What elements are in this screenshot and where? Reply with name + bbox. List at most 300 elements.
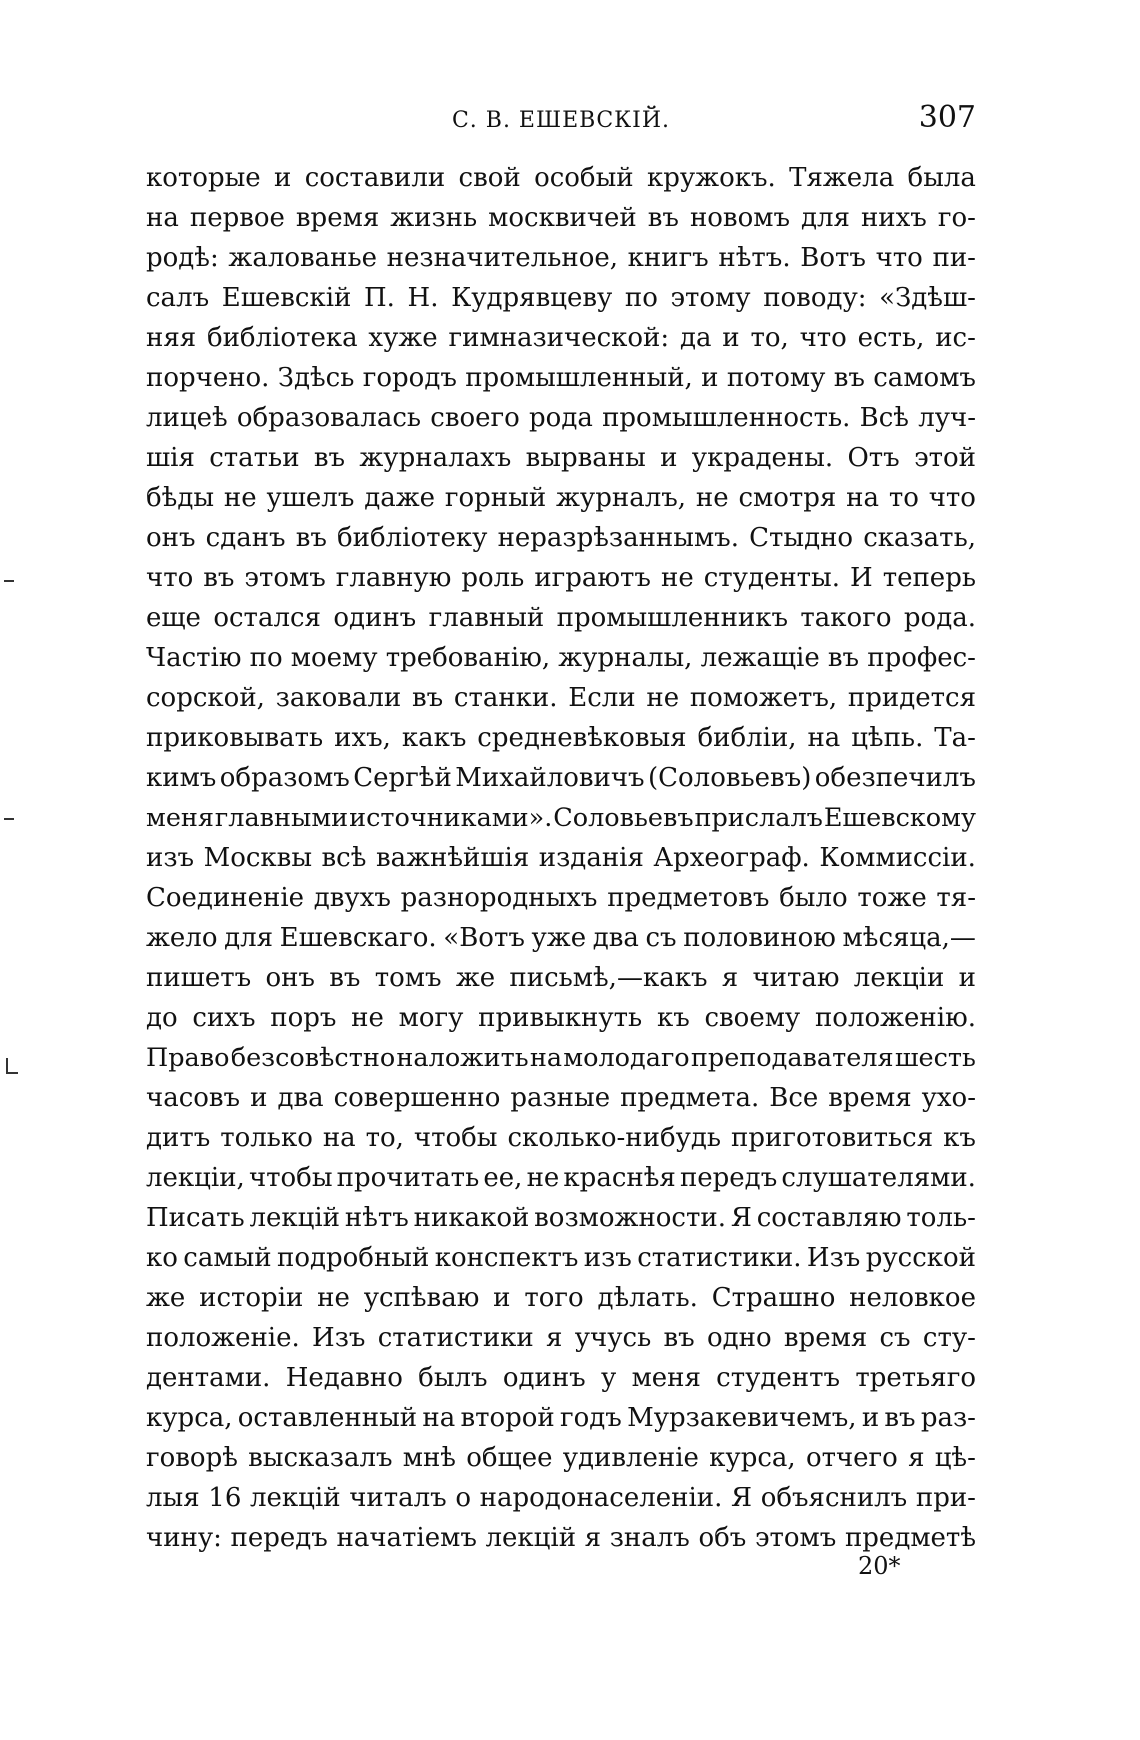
word: безсовѣстно <box>230 1043 396 1073</box>
text-line <box>146 398 976 438</box>
word: составили <box>304 163 446 193</box>
word: меня <box>146 803 215 833</box>
word: статьи <box>209 443 300 473</box>
word: заковали <box>275 683 402 713</box>
word: съ <box>879 1323 911 1353</box>
word: я <box>721 963 739 993</box>
word: рода. <box>903 603 976 633</box>
word: сказать, <box>863 523 976 553</box>
word: подробный <box>277 1243 430 1273</box>
word: Ешевскаго. <box>279 923 437 953</box>
word: молодаго <box>563 1043 690 1073</box>
word: предметѣ <box>844 1523 976 1553</box>
word: самый <box>183 1243 272 1273</box>
word: Если <box>568 683 636 713</box>
text-line <box>146 478 976 518</box>
word: особый <box>534 163 634 193</box>
word: москвичей <box>488 203 637 233</box>
word: мнѣ <box>402 1443 456 1473</box>
word: Ешевскій <box>221 283 352 313</box>
word: лежащіе <box>700 643 820 673</box>
word: ис- <box>935 323 976 353</box>
word: два <box>277 1083 324 1113</box>
word: читалъ <box>349 1483 447 1513</box>
word: неразрѣзаннымъ. <box>497 523 739 553</box>
word: преподавателя <box>690 1043 894 1073</box>
word: о <box>455 1483 471 1513</box>
word: поводу: <box>763 283 867 313</box>
text-line <box>146 838 976 878</box>
word: сданъ <box>205 523 286 553</box>
word: же <box>455 963 496 993</box>
word: на <box>146 203 179 233</box>
word: незначительное, <box>386 243 618 273</box>
word: играютъ <box>534 563 651 593</box>
word: разные <box>510 1083 611 1113</box>
word: что <box>799 323 847 353</box>
word: и <box>722 323 740 353</box>
word: не <box>695 483 729 513</box>
word: лыя <box>146 1483 200 1513</box>
word: «Здѣш- <box>879 283 976 313</box>
word: въ <box>411 683 444 713</box>
text-line <box>146 1438 976 1478</box>
word: этому <box>670 283 751 313</box>
text-line <box>146 758 976 798</box>
text-line <box>146 1038 976 1078</box>
word: этомъ <box>244 563 326 593</box>
word: книгъ <box>627 243 709 273</box>
text-line <box>146 1398 976 1438</box>
text-line <box>146 1478 976 1518</box>
word: нѣтъ. <box>718 243 791 273</box>
word: въ <box>884 1403 916 1433</box>
word: учусь <box>574 1323 652 1353</box>
running-head <box>146 100 976 140</box>
word: библіотеку <box>337 523 488 553</box>
word: прислалъ <box>694 803 823 833</box>
word: раз- <box>920 1403 976 1433</box>
word: образовалась <box>236 403 422 433</box>
word: луч- <box>918 403 976 433</box>
page-number: 307 <box>918 100 976 135</box>
word: обезпечилъ <box>814 763 976 793</box>
word: промышленность. <box>602 403 851 433</box>
word: 16 <box>208 1483 242 1513</box>
word: шесть <box>894 1043 976 1073</box>
running-title: С. В. ЕШЕВСКІЙ. <box>451 108 671 133</box>
word: Соловьевъ <box>553 803 694 833</box>
word: нихъ <box>860 203 927 233</box>
word: то, <box>365 1123 404 1153</box>
word: я <box>908 1443 925 1473</box>
word: нѣтъ <box>344 1203 409 1233</box>
word: сколько-нибудь <box>507 1123 722 1153</box>
text-line <box>146 198 976 238</box>
word: лекціи <box>853 963 945 993</box>
text-line <box>146 1358 976 1398</box>
word: статистики. <box>637 1243 802 1273</box>
word: время <box>828 1083 912 1113</box>
word: жалованье <box>228 243 378 273</box>
word: кимъ <box>146 763 217 793</box>
word: и <box>274 163 292 193</box>
word: роль <box>461 563 525 593</box>
word: пишетъ <box>146 963 252 993</box>
word: въ <box>663 1323 695 1353</box>
word: не <box>526 1163 560 1193</box>
word: не <box>223 483 257 513</box>
word: у <box>600 1363 617 1393</box>
word: передъ <box>679 1163 778 1193</box>
text-line <box>146 798 976 838</box>
text-line <box>146 1198 976 1238</box>
word: и <box>660 443 678 473</box>
word: удивленіе <box>562 1443 699 1473</box>
word: новомъ <box>689 203 790 233</box>
word: Мурзакевичемъ, <box>627 1403 857 1433</box>
word: Михайловичъ <box>455 763 645 793</box>
text-line <box>146 518 976 558</box>
text-line <box>146 598 976 638</box>
text-line <box>146 278 976 318</box>
text-line <box>146 958 976 998</box>
word: Ешевскому <box>823 803 976 833</box>
word: наложить <box>396 1043 529 1073</box>
word: слушателями. <box>781 1163 976 1193</box>
signature-mark: 20* <box>858 1552 901 1580</box>
word: что <box>146 563 194 593</box>
word: не <box>646 683 680 713</box>
text-line <box>146 1318 976 1358</box>
word: Здѣсь <box>277 363 355 393</box>
word: русской <box>865 1243 976 1273</box>
word: время <box>783 1323 868 1353</box>
word: возможности. <box>534 1203 726 1233</box>
word: журналы, <box>558 643 693 673</box>
word: не <box>317 1283 350 1313</box>
word: была <box>907 163 976 193</box>
word: составляю <box>756 1203 902 1233</box>
word: Тяжела <box>789 163 895 193</box>
text-line <box>146 438 976 478</box>
word: одинъ <box>502 1363 586 1393</box>
word: къ <box>943 1123 976 1153</box>
word: въ <box>313 443 346 473</box>
word: при- <box>915 1483 976 1513</box>
word: придется <box>847 683 976 713</box>
word: я <box>546 1323 563 1353</box>
word: предметовъ <box>607 883 770 913</box>
word: требованію, <box>385 643 551 673</box>
word: Я <box>730 1203 752 1233</box>
word: статистики <box>377 1323 534 1353</box>
word: чтобы <box>413 1123 498 1153</box>
word: въ <box>295 523 327 553</box>
word: и <box>861 1403 880 1433</box>
word: читаю <box>752 963 840 993</box>
word: гимназической: <box>448 323 670 353</box>
word: хуже <box>368 323 438 353</box>
word: того <box>524 1283 584 1313</box>
word: промышленникъ <box>556 603 789 633</box>
word: въ <box>833 363 865 393</box>
word: такого <box>800 603 892 633</box>
word: главный <box>428 603 545 633</box>
word: цѣпь. <box>851 723 924 753</box>
word: шія <box>146 443 195 473</box>
text-line <box>146 1158 976 1198</box>
word: то, <box>750 323 789 353</box>
word: теперь <box>882 563 976 593</box>
word: Частію <box>146 643 242 673</box>
word: дѣлать. <box>597 1283 698 1313</box>
word: И <box>850 563 873 593</box>
word: лекцій <box>250 1483 341 1513</box>
word: въ <box>203 563 235 593</box>
word: до <box>146 1003 178 1033</box>
word: начатіемъ <box>336 1523 477 1553</box>
word: «Вотъ <box>443 923 525 953</box>
word: свой <box>458 163 521 193</box>
word: никакой <box>413 1203 530 1233</box>
word: всѣ <box>321 843 367 873</box>
word: курса, <box>146 1403 233 1433</box>
word: отчего <box>805 1443 898 1473</box>
margin-mark <box>4 818 14 820</box>
word: онъ <box>146 523 196 553</box>
word: рода <box>529 403 593 433</box>
word: приковывать <box>146 723 324 753</box>
word: я <box>584 1523 602 1553</box>
word: что <box>928 483 976 513</box>
word: Изъ <box>806 1243 861 1273</box>
word: прочитать <box>336 1163 480 1193</box>
word: меня <box>631 1363 701 1393</box>
word: лекцій <box>249 1203 340 1233</box>
word: кружокъ. <box>646 163 776 193</box>
word: общее <box>466 1443 553 1473</box>
word: одинъ <box>333 603 417 633</box>
margin-mark <box>6 1072 18 1074</box>
word: Кудрявцеву <box>451 283 613 313</box>
text-line <box>146 1078 976 1118</box>
word: не <box>351 1003 384 1033</box>
word: на <box>846 483 879 513</box>
word: по <box>249 643 283 673</box>
text-line <box>146 678 976 718</box>
word: Отъ <box>847 443 900 473</box>
word: жело <box>146 923 218 953</box>
word: бѣды <box>146 483 215 513</box>
text-line <box>146 998 976 1038</box>
word: и <box>958 963 976 993</box>
word: своему <box>704 1003 801 1033</box>
word: на <box>322 1123 356 1153</box>
word: передъ <box>230 1523 328 1553</box>
word: ушелъ <box>266 483 355 513</box>
word: успѣваю <box>363 1283 480 1313</box>
word: Сергѣй <box>353 763 452 793</box>
word: чтобы <box>248 1163 333 1193</box>
word: вырваны <box>525 443 646 473</box>
word: Вотъ <box>800 243 866 273</box>
word: потому <box>726 363 826 393</box>
word: половиною <box>683 923 836 953</box>
word: и <box>701 363 719 393</box>
word: лицеѣ <box>146 403 228 433</box>
text-line <box>146 1118 976 1158</box>
word: къ <box>656 1003 690 1033</box>
word: ихъ, <box>334 723 391 753</box>
word: салъ <box>146 283 210 313</box>
word: сихъ <box>192 1003 256 1033</box>
word: то <box>888 483 919 513</box>
word: студенты. <box>703 563 841 593</box>
word: предмета. <box>620 1083 760 1113</box>
word: Изъ <box>312 1323 366 1353</box>
word: библіи, <box>697 723 797 753</box>
word: Все <box>769 1083 819 1113</box>
word: письмѣ,—какъ <box>509 963 708 993</box>
word: изданія <box>538 843 644 873</box>
word: горный <box>444 483 547 513</box>
text-line <box>146 638 976 678</box>
word: третьяго <box>855 1363 976 1393</box>
word: неловкое <box>849 1283 976 1313</box>
word: тя- <box>936 883 976 913</box>
word: краснѣя <box>563 1163 676 1193</box>
word: журналъ, <box>556 483 687 513</box>
word: не <box>660 563 694 593</box>
word: конспектъ <box>434 1243 579 1273</box>
word: промышленный, <box>465 363 693 393</box>
word: и <box>250 1083 268 1113</box>
word: Та- <box>934 723 976 753</box>
text-line <box>146 1278 976 1318</box>
word: чину: <box>146 1523 222 1553</box>
word: мѣсяца,— <box>842 923 976 953</box>
word: съ <box>645 923 677 953</box>
word: своего <box>430 403 520 433</box>
word: пи- <box>932 243 976 273</box>
word: положенію. <box>814 1003 976 1033</box>
word: часовъ <box>146 1083 241 1113</box>
margin-mark <box>6 1058 8 1072</box>
text-line <box>146 878 976 918</box>
word: станки. <box>453 683 558 713</box>
text-line <box>146 1518 976 1558</box>
word: Москвы <box>203 843 313 873</box>
text-line <box>146 718 976 758</box>
word: объ <box>698 1523 747 1553</box>
word: Стыдно <box>749 523 854 553</box>
word: есть, <box>857 323 925 353</box>
word: городъ <box>362 363 457 393</box>
word: для <box>801 203 850 233</box>
word: говорѣ <box>146 1443 238 1473</box>
word: же <box>146 1283 186 1313</box>
word: библіотека <box>206 323 358 353</box>
word: только <box>220 1123 313 1153</box>
word: порчено. <box>146 363 270 393</box>
word: на <box>422 1403 456 1433</box>
word: толь- <box>906 1203 976 1233</box>
word: зналъ <box>609 1523 690 1553</box>
word: средневѣковыя <box>477 723 687 753</box>
word: и <box>493 1283 511 1313</box>
word: по <box>624 283 658 313</box>
word: курса, <box>709 1443 796 1473</box>
word: два <box>592 923 639 953</box>
word: которые <box>146 163 261 193</box>
word: изъ <box>583 1243 632 1273</box>
word: (Соловьевъ) <box>647 763 812 793</box>
word: ухо- <box>921 1083 976 1113</box>
word: сту- <box>922 1323 976 1353</box>
word: ко <box>146 1243 178 1273</box>
text-line <box>146 238 976 278</box>
word: томъ <box>374 963 442 993</box>
word: могу <box>398 1003 464 1033</box>
word: онъ <box>265 963 315 993</box>
word: что <box>875 243 923 273</box>
word: дитъ <box>146 1123 211 1153</box>
word: привыкнуть <box>478 1003 643 1033</box>
word: журналахъ <box>359 443 512 473</box>
word: смотря <box>738 483 837 513</box>
word: Коммиссіи. <box>819 843 976 873</box>
word: родѣ: <box>146 243 219 273</box>
word: было <box>779 883 848 913</box>
word: оставленный <box>237 1403 418 1433</box>
word: тоже <box>857 883 927 913</box>
word: годъ <box>560 1403 622 1433</box>
word: Археограф. <box>653 843 810 873</box>
word: важнѣйшія <box>375 843 530 873</box>
word: положеніе. <box>146 1323 300 1353</box>
word: въ <box>827 643 860 673</box>
word: исторіи <box>199 1283 304 1313</box>
word: для <box>224 923 274 953</box>
word: второй <box>460 1403 555 1433</box>
word: уже <box>531 923 587 953</box>
word: Соединеніе <box>146 883 305 913</box>
word: двухъ <box>313 883 391 913</box>
word: какъ <box>401 723 467 753</box>
word: народонаселеніи. <box>479 1483 723 1513</box>
word: дентами. <box>146 1363 271 1393</box>
word: Всѣ <box>859 403 909 433</box>
word: въ <box>647 203 679 233</box>
text-line <box>146 918 976 958</box>
word: сорской, <box>146 683 265 713</box>
word: Право <box>146 1043 230 1073</box>
word: самомъ <box>873 363 976 393</box>
word: профес- <box>867 643 976 673</box>
word: совершенно <box>333 1083 501 1113</box>
word: Н. <box>407 283 439 313</box>
word: даже <box>364 483 436 513</box>
word: приготовиться <box>731 1123 934 1153</box>
word: лекцій <box>485 1523 577 1553</box>
body-text <box>146 158 976 1558</box>
word: студентъ <box>716 1363 841 1393</box>
word: Недавно <box>285 1363 403 1393</box>
word: изъ <box>146 843 195 873</box>
word: одно <box>706 1323 772 1353</box>
word: источниками». <box>349 803 553 833</box>
